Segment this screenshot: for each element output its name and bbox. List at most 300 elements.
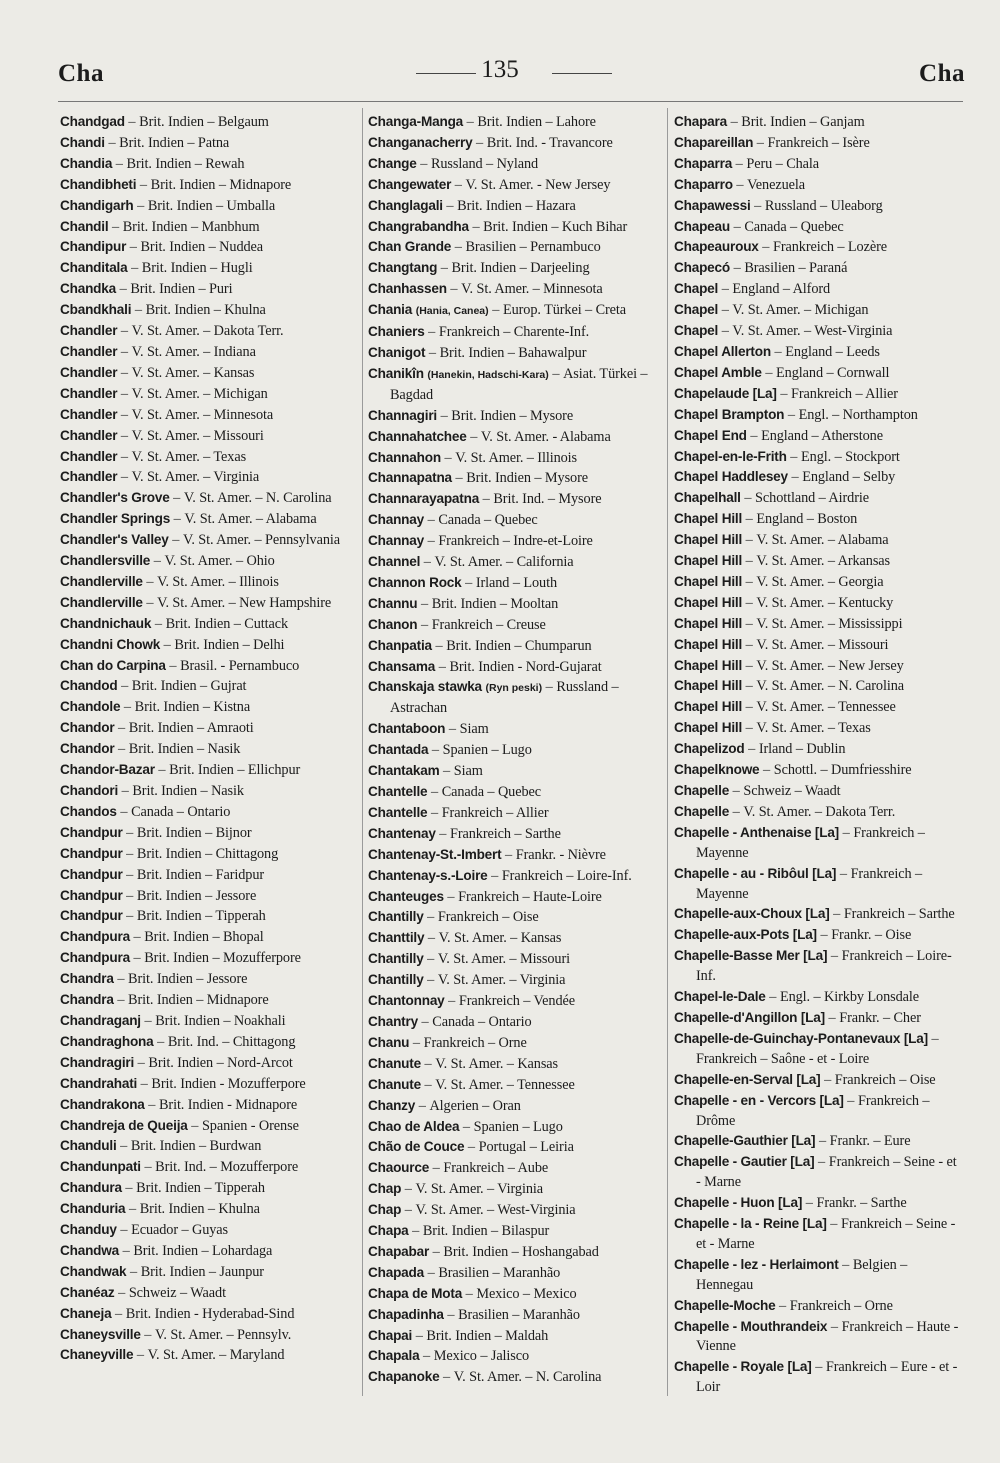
entry-name: Chapara bbox=[674, 114, 727, 129]
entry-location: Brit. Indien – Jaunpur bbox=[140, 1263, 264, 1280]
entry-name: Chapel Haddlesey bbox=[674, 469, 788, 485]
entry-location: V. St. Amer. – Pennsylvania bbox=[182, 532, 341, 549]
entry-name: Chanditala bbox=[60, 260, 128, 276]
entry-separator: – bbox=[116, 281, 131, 298]
gazetteer-entry bbox=[60, 906, 360, 927]
entry-separator: – bbox=[131, 302, 146, 319]
entry-name: Chandpura bbox=[60, 929, 130, 945]
entry-location: Russland – Uleaborg bbox=[764, 197, 883, 214]
entry-name: Chandori bbox=[60, 783, 119, 798]
entry-separator: – bbox=[746, 427, 762, 444]
entry-name: Chandraghona bbox=[60, 1033, 154, 1049]
entry-separator: – bbox=[417, 595, 432, 612]
entry-name: Chapala bbox=[368, 1348, 420, 1364]
gazetteer-entry bbox=[60, 467, 360, 488]
entry-separator: – bbox=[759, 762, 774, 779]
entry-location: England – Alford bbox=[732, 281, 831, 298]
gazetteer-entry bbox=[674, 1255, 964, 1296]
gazetteer-entry bbox=[368, 489, 664, 510]
entry-location: V. St. Amer. – Tennessee bbox=[435, 1076, 575, 1093]
entry-location: V. St. Amer. – Missouri bbox=[437, 951, 570, 968]
entry-name: Chanute bbox=[368, 1076, 421, 1092]
entry-location: Brit. Indien – Mysore bbox=[466, 470, 588, 487]
entry-separator: – bbox=[424, 930, 439, 947]
page-header bbox=[0, 0, 1000, 100]
gazetteer-entry bbox=[674, 676, 964, 697]
entry-separator: – bbox=[462, 1285, 477, 1302]
entry-separator: – bbox=[168, 532, 183, 549]
entry-name: Chapel-le-Dale bbox=[674, 989, 766, 1005]
entry-location: Brit. Indien – Umballa bbox=[147, 197, 276, 214]
entry-location: Brit. Indien – Jessore bbox=[136, 887, 257, 904]
gazetteer-entry bbox=[674, 1152, 964, 1193]
entry-name: Channagiri bbox=[368, 407, 437, 423]
entry-name: Chapecó bbox=[674, 260, 731, 276]
running-head-right: Cha bbox=[919, 60, 965, 87]
entry-name: Changlagali bbox=[368, 197, 443, 213]
entry-name: Chandlerville bbox=[60, 594, 143, 610]
entry-name: Chandrakona bbox=[60, 1096, 145, 1112]
entry-separator: – bbox=[113, 992, 129, 1009]
entry-separator: – bbox=[718, 281, 733, 298]
entry-separator: – bbox=[463, 114, 478, 130]
entry-separator: – bbox=[114, 1284, 129, 1301]
entry-name: Chanduli bbox=[60, 1138, 117, 1154]
entry-location: Frankreich – Seine - et - Marne bbox=[696, 1216, 956, 1252]
entry-location: Schottland – Airdrie bbox=[755, 490, 869, 507]
entry-separator: – bbox=[117, 343, 132, 360]
entry-location: Ecuador – Guyas bbox=[131, 1222, 229, 1239]
entry-location: Brit. Indien – Bijnor bbox=[136, 824, 252, 841]
entry-separator: – bbox=[117, 678, 132, 695]
entry-location: Brit. Indien – Nasik bbox=[132, 783, 244, 799]
gazetteer-entry bbox=[368, 573, 664, 594]
entry-location: V. St. Amer. – New Jersey bbox=[756, 657, 904, 674]
entry-separator: – bbox=[126, 1263, 141, 1280]
gazetteer-entry bbox=[674, 175, 964, 196]
entry-separator: – bbox=[446, 281, 462, 298]
entry-separator: – bbox=[548, 365, 564, 382]
entry-name: Chapawessi bbox=[674, 197, 751, 213]
entry-name: Channu bbox=[368, 595, 418, 611]
entry-location: V. St. Amer. – Missouri bbox=[756, 636, 889, 653]
entry-location: Siam bbox=[453, 763, 483, 780]
entry-name: Chandos bbox=[60, 803, 117, 819]
entry-name: Chandler bbox=[60, 469, 118, 485]
entry-separator: – bbox=[750, 197, 765, 214]
entry-name: Chapel Hill bbox=[674, 532, 743, 548]
entry-separator: – bbox=[742, 657, 757, 674]
gazetteer-entry bbox=[368, 552, 664, 573]
entry-separator: – bbox=[114, 741, 129, 758]
gazetteer-entry bbox=[368, 112, 664, 133]
gazetteer-entry bbox=[368, 300, 664, 322]
entry-name: Cbandkhali bbox=[60, 302, 132, 318]
entry-name: Chapel bbox=[674, 323, 719, 339]
entry-name: Chandler bbox=[60, 343, 118, 359]
entry-location: Brit. Indien – Faridpur bbox=[136, 866, 265, 883]
entry-location: Brit. Indien - Nord-Gujarat bbox=[449, 658, 602, 675]
entry-separator: – bbox=[121, 1180, 137, 1197]
entry-location: Brit. Indien – Hoshangabad bbox=[443, 1243, 599, 1260]
entry-location: Brit. Indien – Patna bbox=[119, 134, 230, 151]
entry-separator: – bbox=[427, 784, 442, 800]
entry-name: Chantonnay bbox=[368, 993, 445, 1009]
entry-name: Changewater bbox=[368, 176, 452, 192]
gazetteer-entry bbox=[60, 488, 360, 509]
gazetteer-entry bbox=[60, 676, 360, 697]
gazetteer-entry bbox=[674, 217, 964, 238]
entry-separator: – bbox=[113, 971, 129, 988]
running-head-left: Cha bbox=[58, 60, 104, 87]
entry-location: Asiat. Türkei – Bagdad bbox=[390, 365, 648, 403]
entry-location: Brit. Indien – Ellichpur bbox=[169, 762, 301, 779]
gazetteer-entry bbox=[674, 593, 964, 614]
entry-separator: – bbox=[776, 385, 792, 402]
gazetteer-entry bbox=[674, 1357, 964, 1398]
entry-name: Changanacherry bbox=[368, 134, 473, 150]
gazetteer-entry bbox=[674, 925, 964, 946]
column-divider bbox=[362, 108, 363, 1396]
entry-location: Brit. Indien – Chittagong bbox=[136, 845, 279, 862]
entry-name: Chapelle bbox=[674, 803, 730, 819]
entry-separator: – bbox=[416, 155, 431, 172]
gazetteer-entry bbox=[60, 1304, 360, 1325]
entry-location: Canada – Quebec bbox=[441, 784, 542, 800]
entry-separator: – bbox=[120, 699, 135, 716]
entry-location: Brit. Ind. – Chittagong bbox=[167, 1033, 296, 1050]
entry-separator: – bbox=[744, 741, 759, 758]
entry-separator: – bbox=[112, 155, 127, 172]
entry-location: V. St. Amer. – California bbox=[434, 554, 574, 571]
gazetteer-entry bbox=[60, 739, 360, 760]
gazetteer-entry bbox=[368, 406, 664, 427]
entry-separator: – bbox=[187, 1117, 202, 1134]
entry-location: Brit. Indien – Bahawalpur bbox=[439, 344, 587, 361]
entry-location: V. St. Amer. – Pennsylv. bbox=[155, 1326, 292, 1343]
entry-name: Chapelle - au - Ribôul [La] bbox=[674, 865, 837, 881]
gazetteer-entry bbox=[674, 635, 964, 656]
entry-separator: – bbox=[439, 763, 454, 780]
entry-separator: – bbox=[420, 1076, 436, 1093]
entry-location: V. St. Amer. – Virginia bbox=[415, 1181, 544, 1198]
gazetteer-entry bbox=[674, 154, 964, 175]
entry-separator: – bbox=[787, 469, 803, 486]
entry-location: Frankr. – Sarthe bbox=[816, 1195, 907, 1212]
entry-name: Chandler's Grove bbox=[60, 490, 170, 506]
gazetteer-entry bbox=[674, 781, 964, 802]
entry-separator: – bbox=[119, 1242, 134, 1259]
entry-name: Chapel Amble bbox=[674, 364, 762, 380]
entry-separator: – bbox=[428, 742, 443, 759]
gazetteer-entry bbox=[368, 594, 664, 615]
entry-name: Chapel Allerton bbox=[674, 343, 771, 359]
gazetteer-entry bbox=[368, 991, 664, 1012]
gazetteer-entry bbox=[674, 1193, 964, 1214]
entry-name: Chapelaude [La] bbox=[674, 385, 777, 401]
entry-separator: – bbox=[111, 1305, 126, 1322]
entry-separator: – bbox=[116, 1222, 132, 1239]
entry-separator: – bbox=[742, 532, 757, 549]
entry-location: Frankr. – Cher bbox=[839, 1009, 921, 1026]
entry-separator: – bbox=[427, 804, 442, 821]
entry-location: Brit. Indien – Lahore bbox=[477, 114, 596, 130]
entry-name: Chanhassen bbox=[368, 281, 447, 297]
entry-separator: – bbox=[820, 1071, 835, 1088]
entry-name: Chantenay-s.-Loire bbox=[368, 867, 488, 883]
gazetteer-entry bbox=[368, 217, 664, 238]
gazetteer-entry bbox=[368, 1012, 664, 1033]
entry-separator: – bbox=[415, 1097, 430, 1114]
gazetteer-entry bbox=[368, 1137, 664, 1158]
entry-location: V. St. Amer. – Dakota Terr. bbox=[131, 323, 284, 340]
entry-separator: – bbox=[459, 1118, 474, 1135]
gazetteer-entry bbox=[368, 1200, 664, 1221]
entry-name: Chapadinha bbox=[368, 1306, 444, 1322]
entry-location: Mexico – Mexico bbox=[476, 1285, 577, 1302]
entry-location: V. St. Amer. – Arkansas bbox=[756, 553, 891, 570]
gazetteer-entry bbox=[368, 322, 664, 343]
gazetteer-entry bbox=[674, 530, 964, 551]
gazetteer-entry bbox=[368, 427, 664, 448]
gazetteer-entry bbox=[368, 531, 664, 552]
gazetteer-entry bbox=[368, 1305, 664, 1326]
entry-separator: – bbox=[542, 679, 557, 696]
entry-separator: – bbox=[118, 783, 133, 799]
entry-name: Chan Grande bbox=[368, 239, 452, 255]
gazetteer-entry bbox=[60, 1199, 360, 1220]
entry-location: Frankreich – Indre-et-Loire bbox=[438, 533, 593, 550]
gazetteer-entry bbox=[674, 196, 964, 217]
entry-name: Chanteuges bbox=[368, 888, 444, 904]
entry-name: Chapelle - Gautier [La] bbox=[674, 1154, 815, 1170]
entry-name: Chandler Springs bbox=[60, 511, 171, 527]
entry-name: Chandpur bbox=[60, 866, 123, 882]
entry-name: Chandni Chowk bbox=[60, 636, 161, 652]
entry-name: Chandi bbox=[60, 134, 105, 150]
entry-location: V. St. Amer. – West-Virginia bbox=[732, 323, 893, 340]
entry-name: Chandraganj bbox=[60, 1012, 141, 1028]
entry-separator: – bbox=[440, 449, 456, 466]
gazetteer-entry bbox=[60, 1011, 360, 1032]
entry-location: Brit. Indien – Kuch Bihar bbox=[483, 218, 628, 235]
entry-location: V. St. Amer. – Tennessee bbox=[756, 699, 896, 716]
entry-separator: – bbox=[116, 1138, 131, 1155]
gazetteer-entry bbox=[674, 509, 964, 530]
entry-separator: – bbox=[464, 1139, 479, 1156]
gazetteer-entry bbox=[368, 866, 664, 887]
entry-location: V. St. Amer. – N. Carolina bbox=[756, 678, 904, 695]
gazetteer-entry bbox=[368, 1096, 664, 1117]
gazetteer-entry bbox=[368, 364, 664, 406]
entry-location: Brit. Indien – Mooltan bbox=[431, 595, 559, 612]
entry-location: Frankreich – Lozère bbox=[772, 239, 887, 256]
entry-name: Chapelle - Royale [La] bbox=[674, 1359, 812, 1375]
entry-location: Brit. Indien – Lohardaga bbox=[133, 1242, 273, 1259]
entry-location: Frankreich – Creuse bbox=[431, 616, 546, 633]
entry-location: Peru – Chala bbox=[746, 155, 820, 172]
entry-name: Chapel Hill bbox=[674, 720, 743, 736]
gazetteer-entry bbox=[674, 656, 964, 677]
entry-location: Frankreich – Haute-Loire bbox=[458, 888, 602, 905]
entry-location: Brasilien – Paraná bbox=[744, 260, 848, 277]
entry-location: Brit. Indien – Nord-Arcot bbox=[148, 1054, 293, 1071]
entry-separator: – bbox=[468, 218, 484, 235]
entry-name: Chapelle-Basse Mer [La] bbox=[674, 948, 828, 964]
entry-separator: – bbox=[814, 1154, 829, 1171]
entry-separator: – bbox=[117, 427, 132, 444]
entry-name: Chapareillan bbox=[674, 134, 754, 150]
entry-name: Chandnichauk bbox=[60, 615, 152, 631]
entry-location: Brit. Indien – Amraoti bbox=[128, 720, 254, 737]
entry-location: V. St. Amer. - Alabama bbox=[480, 428, 611, 445]
entry-name: Chania bbox=[368, 302, 413, 318]
gazetteer-entry bbox=[674, 551, 964, 572]
entry-name: Chantakam bbox=[368, 763, 440, 779]
gazetteer-entry bbox=[60, 551, 360, 572]
entry-separator: – bbox=[429, 1243, 444, 1260]
entry-separator: – bbox=[479, 491, 494, 508]
entry-separator: – bbox=[765, 989, 780, 1006]
gazetteer-entry bbox=[674, 572, 964, 593]
entry-separator: – bbox=[424, 1264, 439, 1281]
entry-name: Chandler bbox=[60, 323, 118, 339]
gazetteer-entry bbox=[674, 614, 964, 635]
entry-name: Chandibheti bbox=[60, 176, 137, 192]
entry-name: Chantada bbox=[368, 742, 429, 758]
entry-location: V. St. Amer. – Kentucky bbox=[756, 594, 894, 611]
gazetteer-entry bbox=[60, 1283, 360, 1304]
entry-name: Chanute bbox=[368, 1055, 421, 1071]
gazetteer-entry bbox=[674, 904, 964, 925]
entry-location: Brit. Indien – Cuttack bbox=[165, 615, 289, 632]
entry-separator: – bbox=[718, 302, 733, 319]
entry-location: Spanien – Lugo bbox=[442, 742, 532, 759]
entry-separator: – bbox=[732, 155, 747, 172]
gazetteer-entry bbox=[60, 258, 360, 279]
entry-location: V. St. Amer. – West-Virginia bbox=[415, 1202, 576, 1219]
gazetteer-entry bbox=[368, 907, 664, 928]
entry-separator: – bbox=[127, 260, 142, 277]
entry-separator: – bbox=[420, 1055, 436, 1072]
gazetteer-entry bbox=[60, 1157, 360, 1178]
gazetteer-entry bbox=[368, 677, 664, 719]
entry-column-1 bbox=[60, 112, 360, 1366]
entry-location: Schweiz – Waadt bbox=[128, 1284, 226, 1301]
gazetteer-entry bbox=[368, 845, 664, 866]
gazetteer-entry bbox=[674, 467, 964, 488]
gazetteer-entry bbox=[368, 1158, 664, 1179]
entry-location: Brit. Indien – Jessore bbox=[128, 971, 248, 988]
entry-location: Irland – Dublin bbox=[758, 741, 846, 758]
entry-separator: – bbox=[742, 720, 757, 737]
gazetteer-entry bbox=[60, 384, 360, 405]
gazetteer-entry bbox=[368, 1117, 664, 1138]
entry-location: Russland – Nyland bbox=[430, 155, 539, 172]
entry-name: Chapel bbox=[674, 281, 719, 297]
entry-separator: – bbox=[409, 1034, 424, 1051]
entry-separator: – bbox=[424, 533, 439, 550]
entry-separator: – bbox=[501, 846, 516, 863]
entry-name: Chapelle - lez - Herlaimont bbox=[674, 1256, 839, 1272]
entry-name: Chapel-en-le-Frith bbox=[674, 448, 787, 464]
entry-location: Brit. Indien – Tipperah bbox=[136, 1180, 265, 1197]
gazetteer-entry bbox=[368, 740, 664, 761]
entry-location: Spanien – Lugo bbox=[473, 1118, 563, 1135]
entry-name: Chandler bbox=[60, 427, 118, 443]
entry-location: Russland – Astrachan bbox=[390, 679, 619, 717]
gazetteer-entry bbox=[674, 1317, 964, 1358]
entry-separator: – bbox=[169, 490, 184, 507]
entry-name: Chapel Hill bbox=[674, 699, 743, 715]
gazetteer-entry bbox=[60, 1116, 360, 1137]
gazetteer-entry bbox=[60, 133, 360, 154]
entry-location: V. St. Amer. – Alabama bbox=[756, 532, 889, 549]
gazetteer-entry bbox=[60, 426, 360, 447]
entry-location: England – Selby bbox=[802, 469, 896, 486]
entry-location: V. St. Amer. – New Hampshire bbox=[157, 594, 332, 611]
gazetteer-entry bbox=[674, 112, 964, 133]
gazetteer-entry bbox=[60, 509, 360, 530]
entry-name: Chansama bbox=[368, 658, 436, 674]
gazetteer-entry bbox=[60, 865, 360, 886]
entry-separator: – bbox=[160, 636, 175, 653]
entry-separator: – bbox=[117, 364, 132, 381]
gazetteer-entry bbox=[674, 760, 964, 781]
entry-name: Chaparra bbox=[674, 155, 733, 171]
gazetteer-entry bbox=[60, 342, 360, 363]
entry-location: V. St. Amer. – Texas bbox=[131, 448, 247, 465]
entry-location: Brit. Indien – Bilaspur bbox=[422, 1223, 550, 1240]
entry-name: Chapelle - la - Reine [La] bbox=[674, 1216, 827, 1232]
entry-location: Brasil. - Pernambuco bbox=[180, 657, 300, 674]
gazetteer-entry bbox=[674, 405, 964, 426]
entry-name: Chapa de Mota bbox=[368, 1285, 463, 1301]
entry-separator: – bbox=[435, 658, 450, 675]
gazetteer-entry bbox=[368, 468, 664, 489]
entry-location: Frankreich – Sarthe bbox=[450, 825, 561, 842]
gazetteer-entry bbox=[60, 802, 360, 823]
entry-name: Chão de Couce bbox=[368, 1139, 465, 1155]
entry-separator: – bbox=[165, 657, 181, 674]
gazetteer-entry bbox=[674, 864, 964, 905]
entry-location: England – Cornwall bbox=[776, 364, 890, 381]
entry-name: Channarayapatna bbox=[368, 491, 480, 507]
entry-location: Brit. Indien – Khulna bbox=[139, 1201, 260, 1218]
entry-name: Chapelle-en-Serval [La] bbox=[674, 1071, 821, 1087]
entry-location: Frankreich – Eure - et - Loir bbox=[696, 1359, 958, 1396]
entry-location: Brit. Indien – Nuddea bbox=[140, 239, 264, 256]
entry-separator: – bbox=[742, 511, 757, 528]
entry-separator: – bbox=[927, 1030, 939, 1047]
entry-location: V. St. Amer. – Indiana bbox=[131, 343, 256, 360]
entry-name: Chap bbox=[368, 1181, 402, 1197]
entry-separator: – bbox=[815, 1133, 830, 1150]
entry-separator: – bbox=[775, 1297, 790, 1314]
entry-name: Channon Rock bbox=[368, 574, 462, 590]
entry-location: Mexico – Jalisco bbox=[433, 1348, 530, 1365]
gazetteer-entry bbox=[674, 739, 964, 760]
entry-name: Chapel Hill bbox=[674, 678, 743, 694]
entry-separator: – bbox=[437, 407, 452, 424]
entry-location: V. St. Amer. – Texas bbox=[756, 720, 871, 737]
gazetteer-entry bbox=[368, 510, 664, 531]
entry-separator: – bbox=[117, 406, 132, 423]
header-rule bbox=[58, 101, 963, 102]
entry-location: Frankreich – Drôme bbox=[696, 1092, 930, 1129]
entry-location: Frankreich – Allier bbox=[791, 385, 898, 402]
gazetteer-entry bbox=[674, 1214, 964, 1255]
